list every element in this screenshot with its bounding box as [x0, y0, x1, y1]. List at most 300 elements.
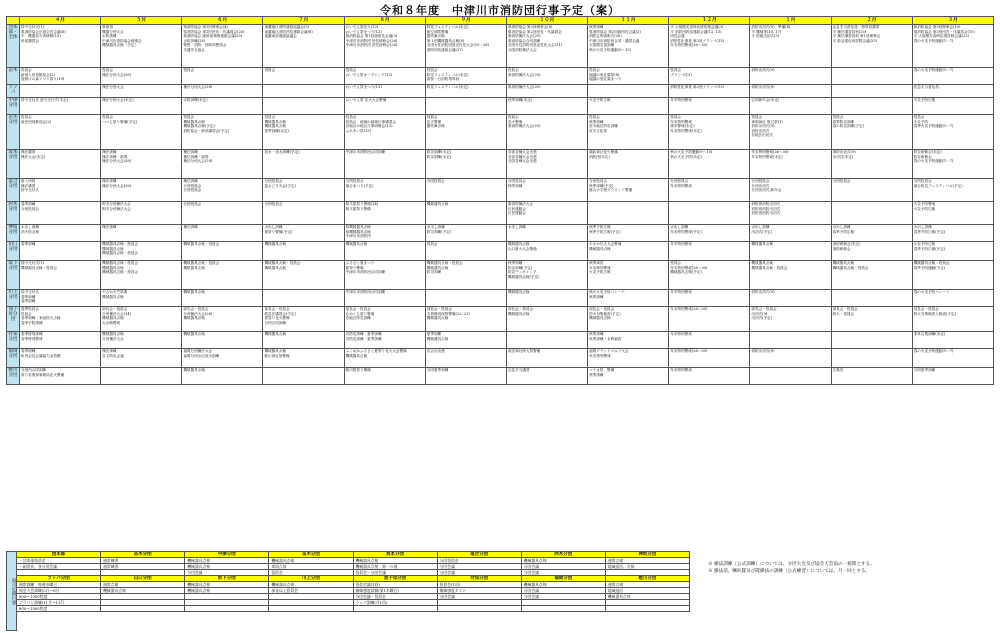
event-text: 秋の火災予防パレード [589, 290, 626, 294]
schedule-cell [669, 242, 750, 261]
schedule-cell [588, 179, 669, 202]
event-text: 分団役員会 [589, 179, 608, 183]
schedule-cell [182, 307, 263, 332]
event-text: 消防出初式(9) [751, 124, 775, 129]
event-text: 防災訓練(予定) [507, 265, 533, 270]
event-text: 蛭川夏祭り警備 [345, 368, 371, 372]
event-text: 部長会・役員会 [913, 307, 939, 311]
month-header: １１月 [588, 17, 669, 25]
event-text: 春季訓練 [21, 242, 36, 246]
event-text: 各地区出初式 [751, 133, 773, 138]
event-text: 神明神社 歳旦祭(1) [751, 119, 783, 124]
event-text: 大水路警戒 [102, 320, 121, 325]
event-text: 辞令交付式 [21, 290, 39, 294]
event-text: やさか灯火大会警備 [589, 242, 622, 246]
group-row [7, 225, 994, 242]
schedule-cell [20, 307, 101, 332]
event-text: 部長会・役員会 [102, 307, 128, 311]
schedule-cell [912, 115, 993, 150]
event-text: 消防協会・幹部講習会(予定) [183, 128, 230, 133]
event-text: 堀越の里紅葉祭(8) [589, 72, 620, 77]
schedule-cell [20, 202, 101, 225]
event-text: 春季防災訓練 [832, 119, 855, 124]
event-text: 機械器具点検 [426, 265, 449, 270]
event-text: 防災研修会(未定) [913, 150, 942, 154]
assign-cell: 分団会議・役員会 [353, 594, 437, 600]
event-text: 分団役員会 [21, 206, 39, 211]
schedule-cell [425, 349, 506, 368]
event-text: 春季訓練 [21, 202, 36, 206]
event-text: 分団夏季訓練 [913, 368, 936, 372]
assign-header: 苗木分団 [269, 552, 353, 558]
schedule-cell [669, 25, 750, 68]
event-text: 県消防操法大会(25) [507, 34, 541, 39]
event-text: 福岡グランドゴルフ大会 [589, 349, 629, 353]
schedule-cell [588, 349, 669, 368]
schedule-cell [263, 225, 344, 242]
event-text: 操法分団大会(28) [102, 183, 132, 188]
schedule-cell [20, 150, 101, 179]
assign-header: 川上分団 [269, 576, 353, 582]
event-text: 中津川市消防協会理事会 [102, 38, 142, 43]
event-text: 消防出初式(9) [832, 150, 856, 154]
event-text: 操法分団大会(未定) [102, 98, 134, 102]
event-text: 役員会 [426, 242, 438, 246]
event-text: 春季火災予防運動(1〜7) [913, 124, 954, 129]
event-text: 平 操法講習員科(25) [832, 29, 867, 34]
schedule-cell [588, 85, 669, 98]
schedule-cell [588, 115, 669, 150]
assign-cell: 機械器具点検 第一の週 [353, 564, 437, 570]
schedule-cell [669, 290, 750, 307]
event-text: 機械器具点検・役員会 [183, 242, 220, 246]
event-text: 操法大会(未定) [21, 154, 46, 159]
event-text: 春季予防広報(予定) [913, 229, 946, 234]
event-text: 秋季演習 [589, 261, 604, 265]
event-text: 自主防災会議 [102, 353, 124, 358]
schedule-cell [20, 225, 101, 242]
schedule-cell [101, 261, 182, 290]
schedule-cell [263, 290, 344, 307]
schedule-cell [182, 225, 263, 242]
event-text: 中津川市消防団合同訓練 [345, 150, 386, 154]
event-text: 役員会 [264, 115, 276, 119]
event-text: 役員会 [670, 68, 682, 72]
group-label: 神坂分団 [7, 225, 20, 242]
event-text: 苗木地区防災訓練 [589, 124, 618, 129]
event-text: 秋季予防広報 [589, 225, 611, 229]
event-text: 機械器具点検 [183, 316, 205, 321]
event-text: 年末特別警戒(26〜30) [670, 43, 708, 48]
event-text: 分団役員会 [507, 179, 526, 183]
event-text: 全国女性消防団員活性化大会(31) [507, 43, 563, 48]
schedule-cell [101, 290, 182, 307]
event-text: 機械器具点検・役員会 [832, 265, 869, 270]
schedule-cell [263, 179, 344, 202]
schedule-cell [912, 290, 993, 307]
schedule-cell [182, 349, 263, 368]
schedule-cell [425, 202, 506, 225]
group-row [7, 261, 994, 290]
event-text: 消防出初式(9) [751, 290, 775, 294]
event-text: 東濃東部連絡協議会 [264, 34, 297, 39]
event-text: 器具庫点検 [426, 124, 445, 129]
group-row [7, 332, 994, 349]
event-text: 春の火災予防運動(1〜7) [913, 349, 954, 353]
event-text: 機械器具点検 [183, 290, 205, 294]
assign-header: 団本部 [17, 552, 101, 558]
assign-cell [185, 606, 269, 612]
event-text: 役員会、地域の地域行事講習会 [345, 119, 396, 124]
event-text: 県消防協会 第2回理事会(6) [507, 25, 553, 29]
schedule-cell [831, 261, 912, 290]
schedule-cell [669, 225, 750, 242]
schedule-cell [425, 225, 506, 242]
assign-row [17, 606, 690, 612]
assign-cell [269, 606, 353, 612]
event-text: 辞令交付式(1) [21, 25, 45, 29]
schedule-cell [101, 332, 182, 349]
event-text: 部長会・役員会 [589, 307, 615, 311]
event-text: 中津川市消防団合同・講習会議 [589, 38, 640, 43]
schedule-cell [182, 25, 263, 68]
month-header: ８月 [344, 17, 425, 25]
schedule-cell [101, 307, 182, 332]
event-text: 夜明けの森ツツジ祭り(19) [21, 77, 65, 82]
schedule-cell [506, 25, 587, 68]
page-title: 令和８年度 中津川市消防団行事予定（案） [380, 4, 620, 17]
schedule-cell [750, 307, 831, 332]
schedule-cell [588, 25, 669, 68]
event-text: 木曽檜伐採祭警備(22, 23) [426, 311, 470, 316]
event-text: 盆おどり大会(予定) [264, 183, 297, 188]
event-text: おいでん祭まつり(13) [345, 29, 382, 34]
event-text: 部長会・役員会 [507, 307, 534, 311]
schedule-cell [182, 68, 263, 85]
event-text: 秋季予防広報(予定) [589, 229, 621, 234]
schedule-cell [263, 150, 344, 179]
event-text: 秋の火災予防運動(9〜15) [670, 150, 713, 154]
schedule-cell [20, 349, 101, 368]
event-text: 機械器具点検・役員会 [102, 251, 139, 256]
schedule-cell [344, 332, 425, 349]
assign-cell: 通常点検 [605, 582, 689, 588]
schedule-cell [912, 202, 993, 225]
event-text: 防火対策検査(予定) [589, 311, 621, 316]
event-text: 部長会・役員会 [751, 307, 777, 311]
event-text: 中津川市消防団 団長研修会(26) [345, 38, 398, 43]
event-text: 機械器具点検 [183, 332, 205, 336]
event-text: 第１回機械器具点検(8) [426, 38, 465, 43]
event-text: 役員会 [670, 261, 682, 265]
event-text: 消防団消防出初式 [751, 202, 781, 206]
event-text: ふくおかふるさと夏祭り花火大会警備 [345, 349, 407, 353]
event-text: 役員会 [183, 68, 195, 72]
event-text: 操法訓練 [183, 225, 198, 229]
schedule-cell [263, 332, 344, 349]
schedule-cell [344, 307, 425, 332]
schedule-cell [182, 85, 263, 98]
event-text: 平 消防団幹部連絡会議(12, 13) [670, 29, 722, 34]
group-label: 阿木分団 [7, 202, 20, 225]
schedule-cell [344, 261, 425, 290]
group-row [7, 68, 994, 85]
event-text: 市防災訓練・夏季訓練 [345, 336, 382, 341]
schedule-cell [669, 98, 750, 115]
event-text: 新任団員歓迎会(2) [21, 119, 52, 124]
event-text: 機械器具点検 [264, 124, 287, 129]
group-label: 付知分団 [7, 332, 20, 349]
event-text: 年末特別警戒(予定) [670, 229, 702, 234]
schedule-cell [101, 225, 182, 242]
schedule-cell [506, 179, 587, 202]
schedule-cell [588, 368, 669, 385]
assign-cell: 機械器具点検 [101, 588, 185, 594]
assign-header: 山口分団 [101, 576, 185, 582]
event-text: 分団合同訓練 [264, 320, 287, 325]
event-text: 操法訓練 [102, 179, 117, 183]
event-text: ふるさと夏まつり [345, 261, 375, 265]
group-label: 団本部・全体 [7, 25, 20, 68]
event-text: 県消防協会合同訓練 [507, 38, 541, 43]
event-text: 機械器具点検 [264, 332, 287, 336]
event-text: 水防訓練(28) [183, 38, 206, 43]
event-text: 非常召集訓練(未定) [913, 332, 946, 336]
schedule-cell [588, 290, 669, 307]
event-text: 県消防協会 第1回団長・代議員会(25) [183, 29, 245, 34]
event-text: 機械器具点検・役員会 [426, 261, 463, 265]
schedule-cell [20, 332, 101, 349]
assign-cell: 地域巡回 [605, 588, 689, 594]
schedule-cell [669, 85, 750, 98]
schedule-cell [588, 242, 669, 261]
event-text: 分団役員会 [183, 202, 202, 206]
schedule-cell [20, 68, 101, 85]
event-text: 分団操法大会 [102, 336, 124, 341]
event-text: 秋季訓練 [589, 25, 604, 29]
group-label: 苗木分団 [7, 115, 20, 150]
event-text: 辞令交付式 [21, 188, 39, 193]
event-text: 機械器具点検・役員会 [913, 261, 950, 265]
event-text: 苗木文化祭 [589, 128, 608, 133]
schedule-cell [20, 179, 101, 202]
schedule-cell [425, 261, 506, 290]
event-text: 操法訓練・指導 [183, 154, 209, 159]
schedule-cell [182, 179, 263, 202]
schedule-cell [101, 68, 182, 85]
event-text: 防災訓練 [426, 270, 442, 275]
event-text: 機械器具点検・役員会 [102, 261, 139, 265]
assign-cell: 部長以上役員会 [269, 588, 353, 594]
assign-cell: 800〜1000程度 [17, 594, 101, 600]
event-text: 航空部隊整備 [426, 29, 449, 34]
group-label: 山口分団 [7, 242, 20, 261]
assign-cell [437, 606, 521, 612]
assign-cell: 無線感度試験(第1木曜日) [353, 588, 437, 594]
event-text: 機械器具点検 [832, 261, 855, 265]
event-text: 県消防協会 第2回副団長会議(3) [589, 29, 641, 34]
event-text: 応急手当講習 [507, 368, 530, 372]
assign-header: 加子母分団 [353, 576, 437, 582]
assign-cell: 分団役員会 [437, 558, 521, 564]
schedule-cell [182, 115, 263, 150]
event-text: 春季予防運動(予定) [913, 265, 946, 270]
schedule-cell [831, 68, 912, 85]
event-text: 年末特別警戒(26〜30) [751, 150, 789, 154]
group-label: 中津分団 [7, 98, 20, 115]
event-text: 各会合出張 [426, 349, 445, 353]
event-text: 消防性化事業 第3回ブランバ(13) [670, 85, 724, 89]
event-text: 機械器具点検 [264, 349, 287, 353]
schedule-cell [588, 307, 669, 332]
group-row [7, 307, 994, 332]
event-text: 春の火災予防パレード [913, 290, 950, 294]
schedule-cell [669, 349, 750, 368]
event-text: 役員会 [670, 115, 682, 119]
event-text: 役員会 [589, 115, 600, 119]
schedule-cell [912, 179, 993, 202]
assign-header: 蛭川分団 [605, 576, 689, 582]
schedule-cell [750, 85, 831, 98]
assign-cell [353, 606, 437, 612]
event-text: 年末特別警戒 [670, 119, 692, 124]
event-text: 中津川市消防団合同訓練 [345, 270, 386, 275]
event-text: 福岡分団水出放水訓練 [183, 353, 220, 358]
event-text: 分団内合同訓練 [21, 368, 47, 372]
event-text: 諏訪神社花火警備 [589, 150, 618, 154]
event-text: 役員会 [507, 115, 519, 119]
event-text: 県消防協会 第3回団長・代議員会(10) [913, 29, 975, 34]
event-text: 町内会長会議協力金依頼 [21, 353, 61, 358]
event-text: 阿木夏祭り警備 [345, 206, 371, 211]
event-text: 機械器具点検(予定) [183, 124, 215, 129]
schedule-cell [750, 261, 831, 290]
event-text: 防災研修会 [913, 154, 932, 159]
schedule-cell [425, 179, 506, 202]
event-text: 年末特別警戒(26〜30) [670, 265, 708, 270]
event-text: 分団役員会 [913, 179, 932, 183]
event-text: 部長会・役員会 [183, 307, 209, 311]
schedule-cell [831, 242, 912, 261]
assign-cell: 通常練習 [101, 558, 185, 564]
event-text: 落合防災フェスティバル(予定) [913, 183, 963, 188]
event-text: 春季予防訓練 [21, 320, 43, 325]
schedule-cell [831, 368, 912, 385]
schedule-cell [101, 25, 182, 68]
event-text: 蛭川神社祭警備 [264, 353, 290, 358]
event-text: 秋季訓練 [507, 183, 523, 188]
assign-cell: 機械器具点検 [605, 594, 689, 600]
event-text: 秋の火災予防(未定) [670, 154, 702, 159]
schedule-cell [263, 115, 344, 150]
schedule-cell [101, 98, 182, 115]
schedule-cell [182, 261, 263, 290]
event-text: 機械器具点検 [102, 265, 124, 270]
group-label: 坂本分団 [7, 150, 20, 179]
event-text: 春の火災予防運動(1〜7) [913, 159, 954, 164]
assign-header: ラッパ分団 [17, 576, 101, 582]
schedule-cell [344, 225, 425, 242]
event-text: 区民運動会 [507, 211, 526, 216]
event-text: 消防団長連絡会議(27) [426, 47, 463, 52]
schedule-cell [750, 225, 831, 242]
schedule-cell [425, 150, 506, 179]
event-text: 機械器具点検 [345, 353, 368, 358]
event-text: 年末特別警戒(26〜30) [670, 307, 708, 311]
event-text: 器具庫点検 [426, 34, 445, 39]
assign-header: 坂本分団 [353, 552, 437, 558]
group-label: 苗木 [7, 68, 20, 85]
assign-cell: 分団会議 [521, 564, 605, 570]
event-text: おいでん祭オープニング(13) [345, 72, 393, 77]
event-text: 消防出初式 [751, 128, 770, 133]
event-text: 消防研修会 [832, 246, 851, 251]
event-text: 放水・送水訓練(予定) [264, 150, 300, 154]
event-text: 左義長 [832, 368, 844, 372]
schedule-cell [588, 261, 669, 290]
group-row [7, 202, 994, 225]
event-text: 役員会 [345, 115, 357, 119]
event-text: 秋季訓練 [589, 119, 604, 124]
event-text: 機械器具点検 [751, 242, 773, 246]
assign-cell: 分団会議 [185, 570, 269, 576]
monthly-assignment-table [16, 551, 690, 612]
schedule-cell [750, 115, 831, 150]
event-text: 機械器具点検(予定) [507, 274, 540, 279]
schedule-cell [669, 368, 750, 385]
event-text: 県消防操法大会 [507, 202, 534, 206]
event-text: 各部各種大会出張 [507, 154, 537, 159]
event-text: 操法分団大会(28) [102, 72, 132, 77]
event-text: つつじ祭り警備(予定) [102, 119, 138, 124]
schedule-cell [506, 368, 587, 385]
group-row [7, 368, 994, 385]
group-row [7, 179, 994, 202]
assign-cell: 分団会議 [437, 594, 521, 600]
schedule-cell [344, 202, 425, 225]
schedule-cell [750, 349, 831, 368]
event-text: 花火警備 [426, 119, 442, 124]
event-text: 部長会・役員会 [264, 307, 290, 311]
event-text: 機械器具点検 [264, 242, 287, 246]
event-text: 秋季訓練 [589, 294, 604, 299]
event-text: 平 救活強化用部隊会議(25) [832, 38, 878, 43]
schedule-cell [344, 290, 425, 307]
schedule-cell [912, 85, 993, 98]
assign-cell: 機械器具点検 [185, 558, 269, 564]
event-text: 秋季訓練(予定) [589, 183, 614, 188]
schedule-cell [425, 68, 506, 85]
schedule-cell [669, 150, 750, 179]
event-text: 水防訓練(未定) [183, 98, 208, 102]
event-text: 役員会 [589, 68, 600, 72]
schedule-cell [20, 242, 101, 261]
event-text: 年末特別警戒 [670, 242, 692, 246]
event-text: 防災ディキャンプ [507, 270, 537, 275]
event-text: 役員会 [102, 115, 113, 119]
event-text: 分団役員会 [751, 179, 770, 183]
event-text: 春季特別訓練 [21, 332, 43, 336]
event-text: 消防出初式(9) 準備(8) [751, 25, 791, 29]
event-text: 県消防協会正副会長会議(6) [21, 29, 66, 34]
assign-cell: 分団会議 [437, 564, 521, 570]
event-text: 新規入団員歓迎会(2) [21, 72, 55, 77]
event-text: 役員会 [507, 68, 519, 72]
event-text: 中津川市消防団 団長研修会(26) [345, 43, 398, 48]
schedule-cell [750, 68, 831, 85]
schedule-cell [263, 368, 344, 385]
event-text: 分団操法大会(28) [183, 311, 213, 316]
